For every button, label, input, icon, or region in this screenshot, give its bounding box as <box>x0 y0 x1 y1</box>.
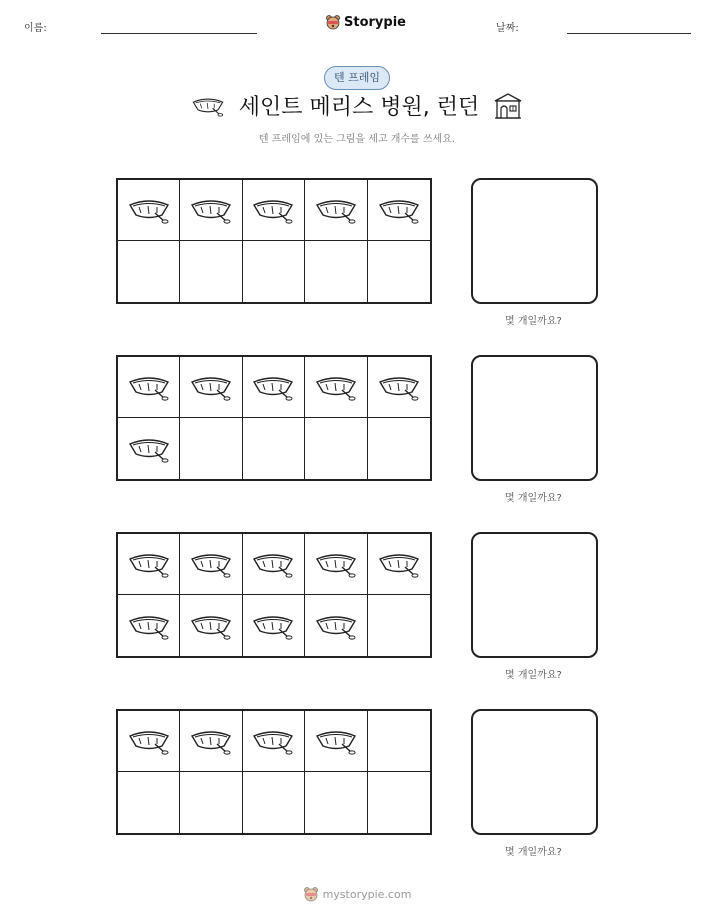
question-label: 몇 개일까요? <box>505 670 562 681</box>
brand-name: Storypie <box>344 14 406 30</box>
ten-frame-cell <box>243 357 305 418</box>
ten-frame-cell <box>118 711 180 772</box>
ten-frame-cell <box>118 534 180 595</box>
ten-frame-cell <box>180 595 242 656</box>
ten-frame-cell <box>180 534 242 595</box>
ten-frame-cell <box>368 595 430 656</box>
rowboat-icon <box>314 550 358 578</box>
answer-box[interactable] <box>471 355 598 481</box>
ten-frame-cell <box>368 357 430 418</box>
ten-frame-cell <box>243 180 305 241</box>
bear-mascot-icon <box>325 14 341 30</box>
rowboat-icon <box>377 196 421 224</box>
ten-frame-cell <box>243 772 305 833</box>
rowboat-icon <box>191 95 225 117</box>
ten-frame-cell <box>368 180 430 241</box>
rowboat-icon <box>251 373 295 401</box>
ten-frame-cell <box>243 595 305 656</box>
rowboat-icon <box>314 727 358 755</box>
rowboat-icon <box>314 612 358 640</box>
ten-frame-cell <box>118 772 180 833</box>
ten-frame <box>116 709 432 835</box>
topic-badge: 텐 프레임 <box>324 66 390 90</box>
rowboat-icon <box>251 196 295 224</box>
ten-frame-cell <box>305 241 367 302</box>
rowboat-icon <box>189 612 233 640</box>
ten-frame-cell <box>180 772 242 833</box>
date-field[interactable] <box>567 33 691 34</box>
title-row <box>0 90 714 121</box>
ten-frame-cell <box>305 772 367 833</box>
ten-frame-cell <box>118 180 180 241</box>
ten-frame-cell <box>243 241 305 302</box>
ten-frame-cell <box>368 534 430 595</box>
ten-frame-cell <box>180 180 242 241</box>
footer <box>303 886 412 902</box>
ten-frame-cell <box>118 357 180 418</box>
ten-frame-cell <box>305 595 367 656</box>
rowboat-icon <box>314 196 358 224</box>
answer-box[interactable] <box>471 709 598 835</box>
instructions: 텐 프레임에 있는 그림을 세고 개수를 쓰세요. <box>258 134 456 145</box>
ten-frame-cell <box>243 418 305 479</box>
ten-frame-cell <box>180 357 242 418</box>
ten-frame-cell <box>118 595 180 656</box>
ten-frame-cell <box>118 418 180 479</box>
ten-frame-cell <box>305 180 367 241</box>
ten-frame-cell <box>180 711 242 772</box>
rowboat-icon <box>189 550 233 578</box>
rowboat-icon <box>189 373 233 401</box>
ten-frame <box>116 532 432 658</box>
ten-frame-cell <box>118 241 180 302</box>
rowboat-icon <box>251 612 295 640</box>
page-title: 세인트 메리스 병원, 런던 <box>238 95 480 120</box>
rowboat-icon <box>251 550 295 578</box>
rowboat-icon <box>377 550 421 578</box>
ten-frame-cell <box>368 772 430 833</box>
ten-frame-cell <box>305 534 367 595</box>
rowboat-icon <box>127 196 171 224</box>
rowboat-icon <box>314 373 358 401</box>
question-label: 몇 개일까요? <box>505 847 562 858</box>
rowboat-icon <box>127 435 171 463</box>
date-label: 날짜: <box>496 23 519 34</box>
bear-mascot-icon <box>303 886 319 902</box>
ten-frame-cell <box>368 711 430 772</box>
rowboat-icon <box>127 612 171 640</box>
brand-logo <box>325 14 406 30</box>
ten-frame-cell <box>305 418 367 479</box>
rowboat-icon <box>251 727 295 755</box>
rowboat-icon <box>377 373 421 401</box>
ten-frame-cell <box>180 241 242 302</box>
ten-frame <box>116 355 432 481</box>
question-label: 몇 개일까요? <box>505 493 562 504</box>
ten-frame-cell <box>305 711 367 772</box>
answer-box[interactable] <box>471 532 598 658</box>
hospital-building-icon <box>493 92 523 120</box>
ten-frame <box>116 178 432 304</box>
ten-frame-cell <box>243 534 305 595</box>
ten-frame-cell <box>368 241 430 302</box>
answer-box[interactable] <box>471 178 598 304</box>
rowboat-icon <box>127 550 171 578</box>
rowboat-icon <box>189 196 233 224</box>
footer-url: mystorypie.com <box>322 887 412 901</box>
question-label: 몇 개일까요? <box>505 316 562 327</box>
ten-frame-cell <box>243 711 305 772</box>
ten-frame-cell <box>368 418 430 479</box>
name-field[interactable] <box>101 33 257 34</box>
rowboat-icon <box>189 727 233 755</box>
rowboat-icon <box>127 373 171 401</box>
ten-frame-cell <box>180 418 242 479</box>
rowboat-icon <box>127 727 171 755</box>
name-label: 이름: <box>24 23 47 34</box>
ten-frame-cell <box>305 357 367 418</box>
